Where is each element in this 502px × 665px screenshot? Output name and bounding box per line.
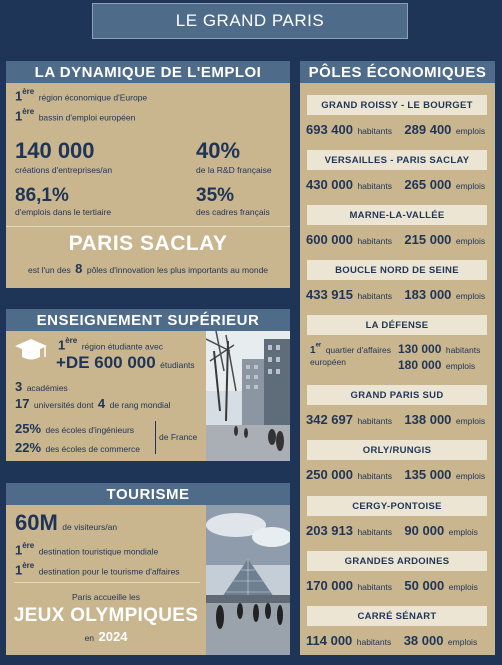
- saclay-title: PARIS SACLAY: [68, 232, 228, 255]
- pole-name: MARNE-LA-VALLÉE: [307, 205, 487, 225]
- pole-stats: 433 915 habitants 183 000 emplois: [306, 287, 486, 302]
- academies-stat: 3 académies: [15, 379, 68, 394]
- pole-name: CERGY-PONTOISE: [307, 496, 487, 516]
- emploi-divider: [6, 226, 290, 227]
- tourisme-rank2: 1ère destination pour le tourisme d'affaires: [15, 561, 180, 578]
- defense-habitants: 130 000 habitants: [398, 342, 481, 356]
- ingenieurs-stat: 25% des écoles d'ingénieurs: [15, 421, 135, 436]
- pole-stats: 342 697 habitants 138 000 emplois: [306, 412, 486, 427]
- jo-year: en 2024: [84, 629, 128, 644]
- tourisme-rank1: 1ère destination touristique mondiale: [15, 541, 159, 558]
- pole-stats: 600 000 habitants 215 000 emplois: [306, 232, 486, 247]
- pole-name: CARRÉ SÉNART: [307, 606, 487, 626]
- pole-stats: 203 913 habitants 90 000 emplois: [306, 523, 478, 538]
- enseignement-heading: ENSEIGNEMENT SUPÉRIEUR: [6, 309, 290, 331]
- poles-heading: PÔLES ÉCONOMIQUES: [300, 61, 495, 83]
- pole-stats: 170 000 habitants 50 000 emplois: [306, 578, 478, 593]
- defense-rank: 1er quartier d'affaires: [310, 342, 391, 356]
- tourisme-heading: TOURISME: [6, 483, 290, 505]
- pole-name: GRANDES ARDOINES: [307, 551, 487, 571]
- pole-name: ORLY/RUNGIS: [307, 440, 487, 460]
- stat-creations-value: 140 000: [15, 138, 95, 163]
- pole-stats: 114 000 habitants 38 000 emplois: [306, 633, 478, 648]
- graduation-cap-icon: [14, 335, 48, 365]
- pole-name: BOUCLE NORD DE SEINE: [307, 260, 487, 280]
- stat-rd-label: de la R&D française: [196, 165, 272, 175]
- stat-tertiaire-value: 86,1%: [15, 185, 69, 206]
- pole-name-defense: LA DÉFENSE: [307, 315, 487, 335]
- emploi-heading: LA DYNAMIQUE DE L'EMPLOI: [6, 61, 290, 83]
- pole-stats: 250 000 habitants 135 000 emplois: [306, 467, 486, 482]
- universites-stat: 17 universités dont 4 de rang mondial: [15, 396, 171, 411]
- pole-name: GRAND PARIS SUD: [307, 385, 487, 405]
- de-france-label: de France: [159, 432, 198, 442]
- stat-cadres-label: des cadres français: [196, 207, 270, 217]
- pole-stats: 430 000 habitants 265 000 emplois: [306, 177, 486, 192]
- stat-cadres-value: 35%: [196, 185, 235, 206]
- jo-title: JEUX OLYMPIQUES: [13, 605, 199, 626]
- tourisme-divider: [14, 582, 200, 583]
- louvre-photo: [206, 505, 290, 655]
- campus-photo: [206, 331, 290, 461]
- saclay-description: est l'un des 8 pôles d'innovation les plus importants au monde: [27, 261, 269, 276]
- defense-rank-line2: européen: [310, 357, 346, 367]
- emploi-rank1: 1ère région économique d'Europe: [15, 87, 148, 104]
- commerce-stat: 22% des écoles de commerce: [15, 440, 140, 455]
- emploi-rank2: 1ère bassin d'emploi européen: [15, 107, 136, 124]
- students-stat: +DE 600 000 étudiants: [56, 353, 195, 372]
- stat-tertiaire-label: d'emplois dans le tertiaire: [15, 207, 112, 217]
- stat-rd-value: 40%: [196, 138, 241, 163]
- pole-name: GRAND ROISSY - LE BOURGET: [307, 95, 487, 115]
- defense-emplois: 180 000 emplois: [398, 358, 476, 372]
- pole-name: VERSAILLES - PARIS SACLAY: [307, 150, 487, 170]
- bracket-line: [155, 421, 156, 454]
- stat-creations-label: créations d'entreprises/an: [15, 165, 113, 175]
- visitors-stat: 60M de visiteurs/an: [15, 510, 118, 535]
- pole-stats: 693 400 habitants 289 400 emplois: [306, 122, 486, 137]
- jo-intro: Paris accueille les: [71, 592, 141, 602]
- etudiante-rank: 1ère région étudiante avec: [58, 336, 163, 353]
- page-title: LE GRAND PARIS: [92, 3, 408, 39]
